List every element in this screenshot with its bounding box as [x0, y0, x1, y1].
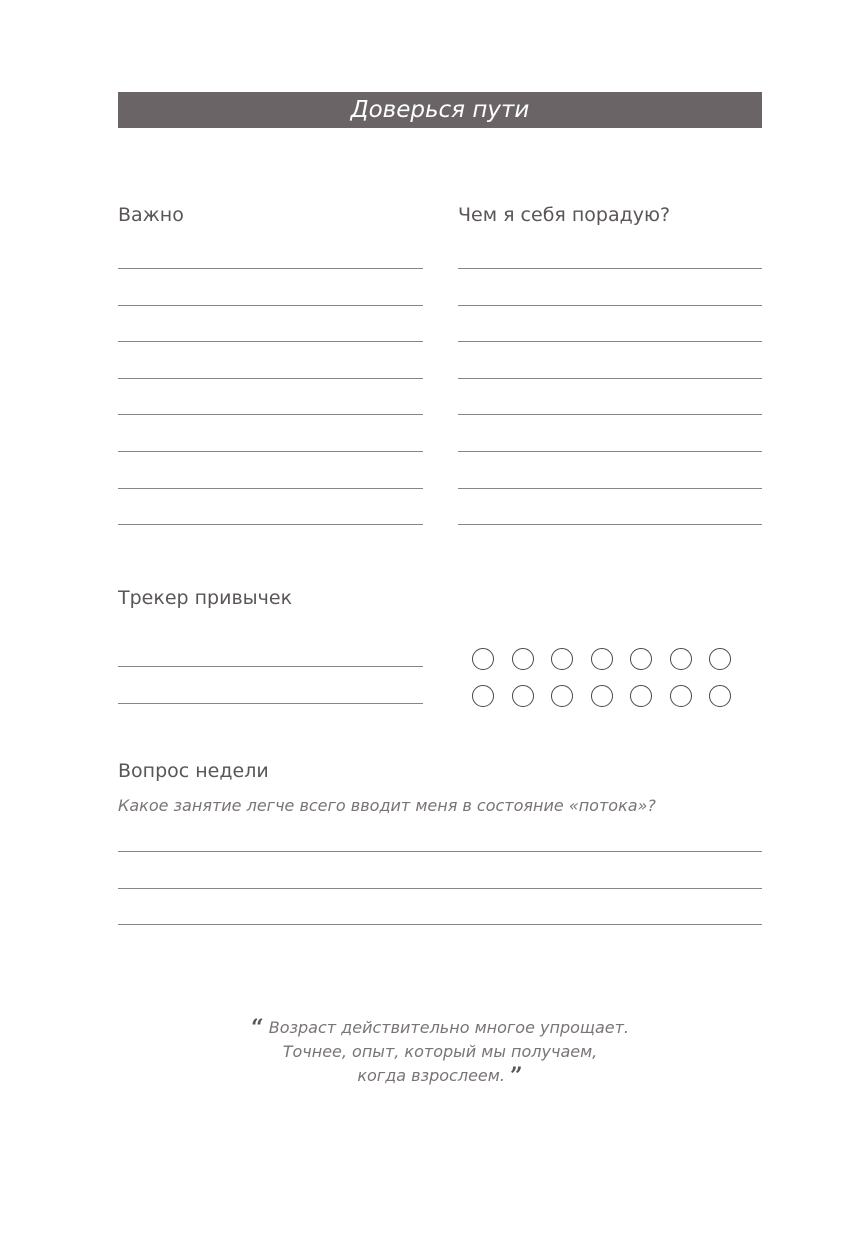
write-line[interactable] [118, 666, 423, 667]
write-line[interactable] [458, 451, 762, 452]
write-line[interactable] [118, 488, 423, 489]
close-quote-icon: ” [510, 1063, 523, 1089]
habit-row-1 [472, 648, 731, 670]
write-line[interactable] [118, 378, 423, 379]
open-quote-icon: “ [250, 1015, 264, 1041]
write-line[interactable] [458, 305, 762, 306]
question-heading: Вопрос недели [118, 760, 269, 782]
question-text: Какое занятие легче всего вводит меня в состояние «потока»? [118, 796, 656, 815]
habit-circle[interactable] [551, 648, 573, 670]
write-line[interactable] [118, 888, 762, 889]
quote-text-3: когда взрослеем. [357, 1066, 505, 1085]
habit-circle[interactable] [591, 685, 613, 707]
quote-line-2: Точнее, опыт, который мы получаем, [282, 1042, 598, 1061]
habit-circle[interactable] [472, 685, 494, 707]
quote-block [118, 1016, 762, 1088]
habit-circle[interactable] [709, 685, 731, 707]
quote-line-1 [118, 1016, 762, 1040]
write-line[interactable] [458, 378, 762, 379]
treat-lines[interactable] [458, 268, 762, 528]
habit-circle[interactable] [709, 648, 731, 670]
habit-circle[interactable] [512, 648, 534, 670]
habits-heading: Трекер привычек [118, 587, 293, 609]
page-banner [118, 92, 762, 128]
write-line[interactable] [458, 414, 762, 415]
habit-circle[interactable] [670, 685, 692, 707]
quote-line-3 [118, 1064, 762, 1088]
answer-lines[interactable] [118, 851, 762, 931]
banner-title: Доверься пути [350, 97, 530, 123]
write-line[interactable] [458, 488, 762, 489]
write-line[interactable] [118, 268, 423, 269]
treat-heading: Чем я себя порадую? [458, 204, 671, 226]
habit-row-2 [472, 685, 731, 707]
habit-circle[interactable] [630, 685, 652, 707]
habit-circle[interactable] [551, 685, 573, 707]
write-line[interactable] [118, 524, 423, 525]
habit-circle[interactable] [591, 648, 613, 670]
habit-tracker-circles[interactable] [472, 648, 748, 712]
write-line[interactable] [118, 851, 762, 852]
habit-lines[interactable] [118, 666, 423, 708]
habit-circle[interactable] [670, 648, 692, 670]
habit-circle[interactable] [512, 685, 534, 707]
write-line[interactable] [458, 268, 762, 269]
write-line[interactable] [118, 451, 423, 452]
habit-circle[interactable] [472, 648, 494, 670]
important-heading: Важно [118, 204, 184, 226]
write-line[interactable] [118, 341, 423, 342]
write-line[interactable] [118, 924, 762, 925]
important-lines[interactable] [118, 268, 423, 528]
write-line[interactable] [458, 524, 762, 525]
write-line[interactable] [118, 305, 423, 306]
write-line[interactable] [458, 341, 762, 342]
write-line[interactable] [118, 414, 423, 415]
quote-text-1: Возраст действительно многое упрощает. [268, 1018, 630, 1037]
write-line[interactable] [118, 703, 423, 704]
habit-circle[interactable] [630, 648, 652, 670]
